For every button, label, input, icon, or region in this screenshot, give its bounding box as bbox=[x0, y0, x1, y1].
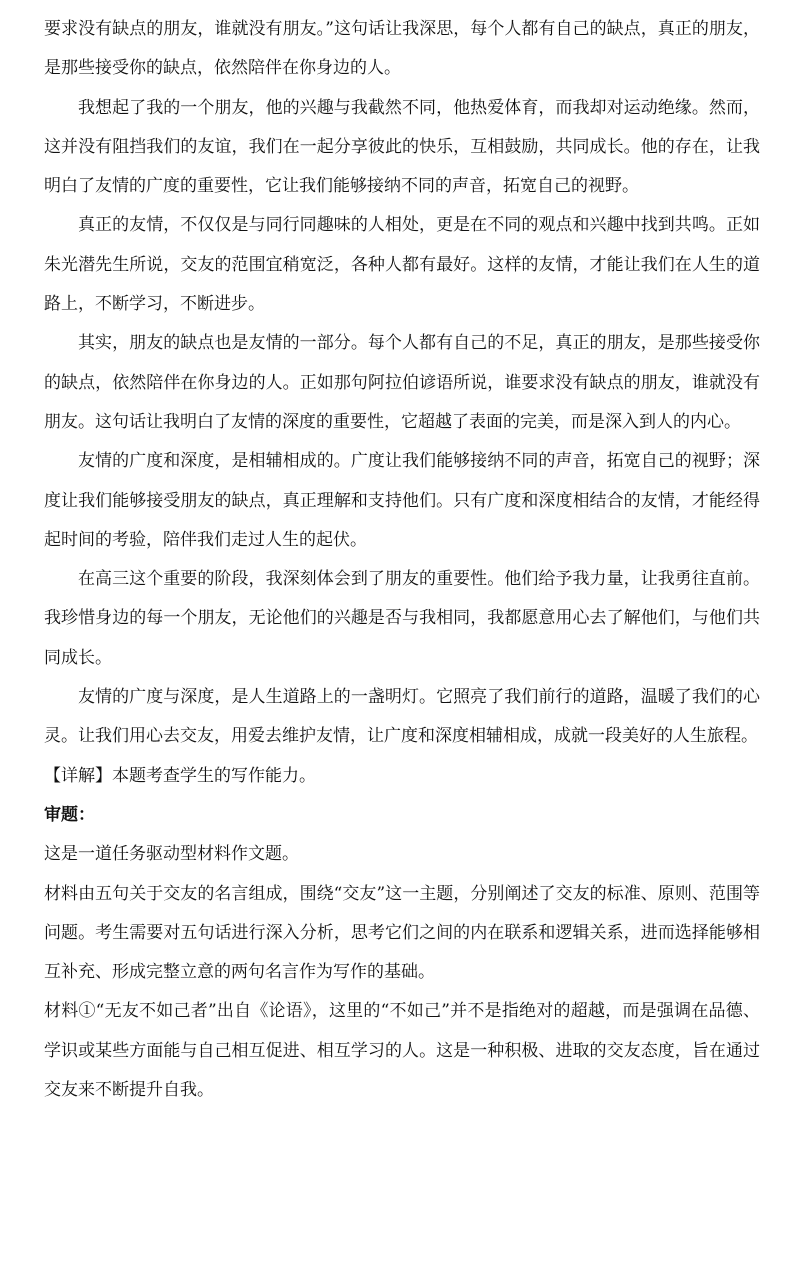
essay-paragraph: 友情的广度和深度，是相辅相成的。广度让我们能够接纳不同的声音，拓宽自己的视野；深度让我们能够接受朋友的缺点，真正理解和支持他们。只有广度和深度相结合的友情，才能经得起时间的考验，陪伴我们走过人生的起伏。 bbox=[44, 451, 760, 550]
essay-paragraph: 真正的友情，不仅仅是与同行同趣味的人相处，更是在不同的观点和兴趣中找到共鸣。正如朱光潜先生所说，交友的范围宜稍宽泛，各种人都有最好。这样的友情，才能让我们在人生的道路上，不断学习，不断进步。 bbox=[44, 215, 760, 315]
material-overview: 材料由五句关于交友的名言组成，围绕“交友”这一主题，分别阐述了交友的标准、原则、范围等问题。考生需要对五句话进行深入分析，思考它们之间的内在联系和逻辑关系，进而选择能够相互补充、形成完整立意的两句名言作为写作的基础。 bbox=[44, 883, 760, 983]
essay-paragraph: 友情的广度与深度，是人生道路上的一盏明灯。它照亮了我们前行的道路，温暖了我们的心灵。让我们用心去交友，用爱去维护友情，让广度和深度相辅相成，成就一段美好的人生旅程。 bbox=[44, 687, 760, 747]
review-heading: 审题： bbox=[44, 804, 95, 825]
essay-paragraph: 其实，朋友的缺点也是友情的一部分。每个人都有自己的不足，真正的朋友，是那些接受你的缺点，依然陪伴在你身边的人。正如那句阿拉伯谚语所说，谁要求没有缺点的朋友，谁就没有朋友。这句话让我明白了友情的深度的重要性，它超越了表面的完美，而是深入到人的内心。 bbox=[44, 333, 760, 432]
essay-paragraph: 我想起了我的一个朋友，他的兴趣与我截然不同，他热爱体育，而我却对运动绝缘。然而，这并没有阻挡我们的友谊，我们在一起分享彼此的快乐，互相鼓励，共同成长。他的存在，让我明白了友情的广度的重要性，它让我们能够接纳不同的声音，拓宽自己的视野。 bbox=[44, 97, 760, 197]
question-type-line: 这是一道任务驱动型材料作文题。 bbox=[44, 844, 299, 865]
document-page bbox=[44, 10, 760, 1110]
essay-paragraph: 要求没有缺点的朋友，谁就没有朋友。”这句话让我深思，每个人都有自己的缺点，真正的朋友，是那些接受你的缺点，依然陪伴在你身边的人。 bbox=[44, 19, 760, 79]
detail-line: 【详解】本题考查学生的写作能力。 bbox=[44, 765, 316, 786]
essay-paragraph: 在高三这个重要的阶段，我深刻体会到了朋友的重要性。他们给予我力量，让我勇往直前。我珍惜身边的每一个朋友，无论他们的兴趣是否与我相同，我都愿意用心去了解他们，与他们共同成长。 bbox=[44, 569, 760, 668]
material-1-analysis: 材料①“无友不如己者”出自《论语》，这里的“不如己”并不是指绝对的超越，而是强调在品德、学识或某些方面能与自己相互促进、相互学习的人。这是一种积极、进取的交友态度，旨在通过交友来不断提升自我。 bbox=[44, 1001, 760, 1101]
